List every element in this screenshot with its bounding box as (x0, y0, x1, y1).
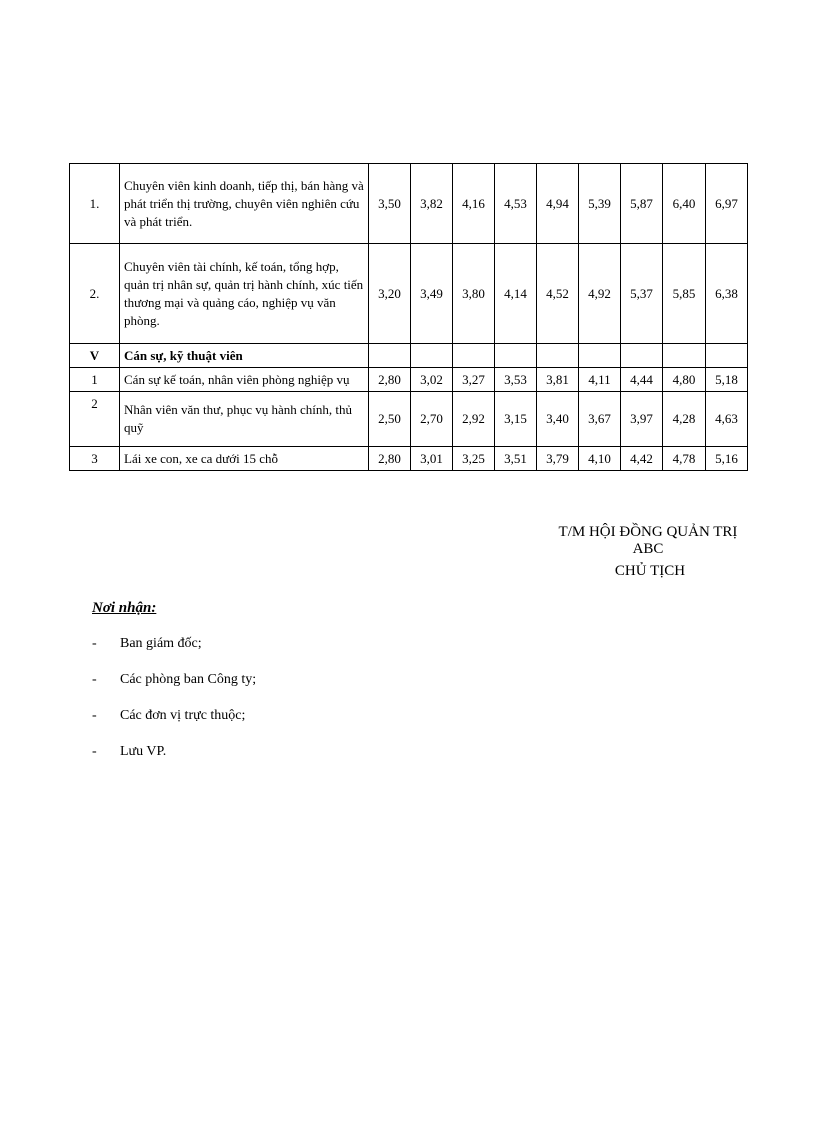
list-dash: - (92, 636, 97, 651)
table-row (70, 164, 748, 244)
coefficient-cell: 3,82 (411, 164, 453, 244)
signature-role: CHỦ TỊCH (614, 563, 686, 579)
coefficient-cell: 3,15 (495, 392, 537, 447)
recipient-text: Các đơn vị trực thuộc; (120, 708, 246, 723)
job-title-cell: Nhân viên văn thư, phục vụ hành chính, thủ quỹ (120, 392, 369, 447)
coefficient-cell: 3,01 (411, 447, 453, 471)
coefficient-cell: 5,39 (579, 164, 621, 244)
coefficient-cell: 3,67 (579, 392, 621, 447)
job-title-cell: Cán sự kế toán, nhân viên phòng nghiệp vụ (120, 368, 369, 392)
coefficient-cell: 6,40 (663, 164, 706, 244)
empty-cell (621, 344, 663, 368)
coefficient-cell: 3,51 (495, 447, 537, 471)
table-row (70, 244, 748, 344)
row-number: 2. (70, 244, 120, 344)
coefficient-cell: 4,42 (621, 447, 663, 471)
coefficient-cell: 3,53 (495, 368, 537, 392)
coefficient-cell: 3,79 (537, 447, 579, 471)
coefficient-cell: 5,18 (706, 368, 748, 392)
coefficient-cell: 3,25 (453, 447, 495, 471)
coefficient-cell: 2,80 (369, 447, 411, 471)
empty-cell (537, 344, 579, 368)
coefficient-cell: 6,38 (706, 244, 748, 344)
coefficient-cell: 4,63 (706, 392, 748, 447)
empty-cell (579, 344, 621, 368)
coefficient-cell: 4,14 (495, 244, 537, 344)
coefficient-cell: 2,50 (369, 392, 411, 447)
recipient-text: Lưu VP. (120, 744, 167, 759)
coefficient-cell: 4,94 (537, 164, 579, 244)
row-number: 1. (70, 164, 120, 244)
coefficient-cell: 5,37 (621, 244, 663, 344)
coefficient-cell: 5,85 (663, 244, 706, 344)
coefficient-cell: 3,20 (369, 244, 411, 344)
coefficient-cell: 3,02 (411, 368, 453, 392)
recipients-title: Nơi nhận: (92, 600, 157, 616)
coefficient-cell: 4,78 (663, 447, 706, 471)
coefficient-cell: 5,87 (621, 164, 663, 244)
coefficient-cell: 4,11 (579, 368, 621, 392)
coefficient-cell: 3,81 (537, 368, 579, 392)
job-title-cell: Chuyên viên kinh doanh, tiếp thị, bán hàng và phát triển thị trường, chuyên viên nghiên cứu và phát triển. (120, 164, 369, 244)
coefficient-cell: 3,40 (537, 392, 579, 447)
coefficient-cell: 4,28 (663, 392, 706, 447)
coefficient-cell: 4,53 (495, 164, 537, 244)
empty-cell (411, 344, 453, 368)
coefficient-cell: 3,97 (621, 392, 663, 447)
coefficient-cell: 4,16 (453, 164, 495, 244)
coefficient-cell: 4,92 (579, 244, 621, 344)
row-number: 2 (70, 392, 120, 447)
recipient-text: Ban giám đốc; (120, 636, 202, 651)
coefficient-cell: 5,16 (706, 447, 748, 471)
empty-cell (369, 344, 411, 368)
signature-org-title: T/M HỘI ĐỒNG QUẢN TRỊ ABC (558, 524, 738, 557)
table-row (70, 368, 748, 392)
coefficient-cell: 3,80 (453, 244, 495, 344)
coefficient-cell: 4,80 (663, 368, 706, 392)
coefficient-cell: 4,44 (621, 368, 663, 392)
row-number: 1 (70, 368, 120, 392)
empty-cell (453, 344, 495, 368)
coefficient-cell: 3,49 (411, 244, 453, 344)
list-dash: - (92, 744, 97, 759)
table-row (70, 392, 748, 447)
coefficient-cell: 3,50 (369, 164, 411, 244)
empty-cell (706, 344, 748, 368)
table-row (70, 447, 748, 471)
recipient-text: Các phòng ban Công ty; (120, 672, 257, 687)
list-dash: - (92, 708, 97, 723)
section-header-row (70, 344, 748, 368)
job-title-cell: Lái xe con, xe ca dưới 15 chỗ (120, 447, 369, 471)
list-dash: - (92, 672, 97, 687)
coefficient-cell: 4,10 (579, 447, 621, 471)
empty-cell (495, 344, 537, 368)
coefficient-cell: 2,92 (453, 392, 495, 447)
coefficient-cell: 2,70 (411, 392, 453, 447)
row-number: 3 (70, 447, 120, 471)
job-title-cell: Chuyên viên tài chính, kế toán, tổng hợp, quản trị nhân sự, quản trị hành chính, xúc tiến thương mại và quảng cáo, nghiệp vụ văn phòng. (120, 244, 369, 344)
salary-coefficient-table (69, 163, 748, 471)
coefficient-cell: 3,27 (453, 368, 495, 392)
coefficient-cell: 2,80 (369, 368, 411, 392)
coefficient-cell: 4,52 (537, 244, 579, 344)
coefficient-cell: 6,97 (706, 164, 748, 244)
empty-cell (663, 344, 706, 368)
section-number: V (70, 344, 120, 368)
table-body (70, 164, 748, 471)
section-title: Cán sự, kỹ thuật viên (120, 344, 369, 368)
